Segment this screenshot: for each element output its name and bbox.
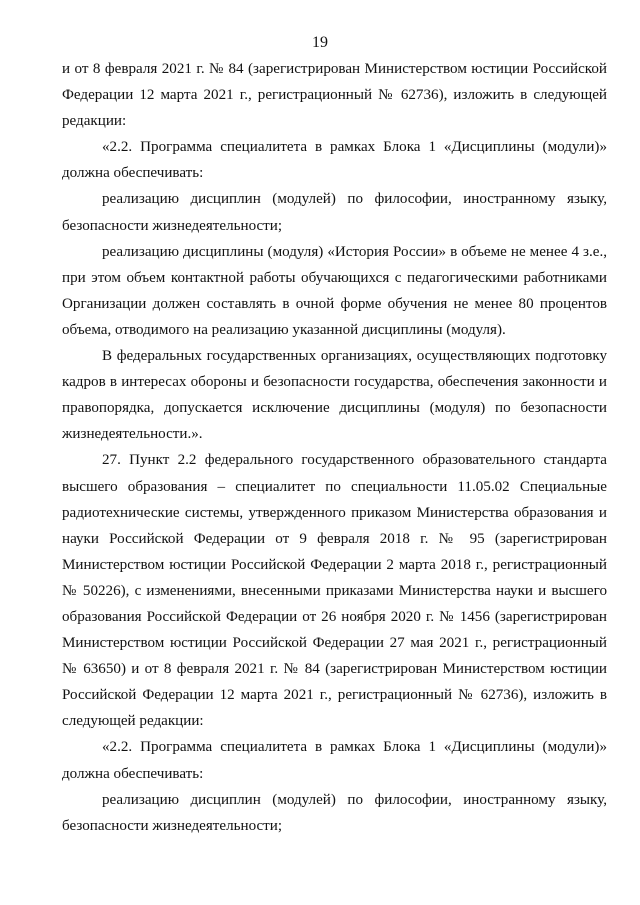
- paragraph-quote-program: «2.2. Программа специалитета в рамках Блока 1 «Дисциплины (модули)» должна обеспечивать:: [62, 139, 607, 182]
- page-number: 19: [312, 34, 328, 51]
- paragraph-history-russia: реализацию дисциплины (модуля) «История России» в объеме не менее 4 з.е., при этом объем контактной работы обучающихся с педагогическими работниками Организации должен составлять в очной форме обучения не менее 80 процентов объема, отводимого на реализацию указанной дисциплины (модуля).: [62, 243, 607, 338]
- paragraph-federal-organizations: В федеральных государственных организациях, осуществляющих подготовку кадров в интересах обороны и безопасности государства, обеспечения законности и правопорядка, допускается исключение дисциплины (модуля) по безопасности жизнедеятельности.».: [62, 348, 607, 443]
- document-body: [62, 56, 607, 839]
- paragraph-disciplines: реализацию дисциплин (модулей) по философии, иностранному языку, безопасности жизнедеятельности;: [62, 191, 607, 234]
- paragraph-continuation: и от 8 февраля 2021 г. № 84 (зарегистрирован Министерством юстиции Российской Федерации 12 марта 2021 г., регистрационный № 62736), изложить в следующей редакции:: [62, 61, 607, 130]
- paragraph-item-27: 27. Пункт 2.2 федерального государственного образовательного стандарта высшего образования – специалитет по специальности 11.05.02 Специальные радиотехнические системы, утвержденного приказом Министерства образования и науки Российской Федерации от 9 февраля 2018 г. № 95 (зарегистрирован Министерством юстиции Российской Федерации 2 марта 2018 г., регистрационный № 50226), с изменениями, внесенными приказами Министерства науки и высшего образования Российской Федерации от 26 ноября 2020 г. № 1456 (зарегистрирован Министерством юстиции Российской Федерации 27 мая 2021 г., регистрационный № 63650) и от 8 февраля 2021 г. № 84 (зарегистрирован Министерством юстиции Российской Федерации 12 марта 2021 г., регистрационный № 62736), изложить в следующей редакции:: [62, 452, 607, 730]
- paragraph-quote-program-2: «2.2. Программа специалитета в рамках Блока 1 «Дисциплины (модули)» должна обеспечивать:: [62, 739, 607, 782]
- paragraph-disciplines-2: реализацию дисциплин (модулей) по философии, иностранному языку, безопасности жизнедеятельности;: [62, 791, 607, 834]
